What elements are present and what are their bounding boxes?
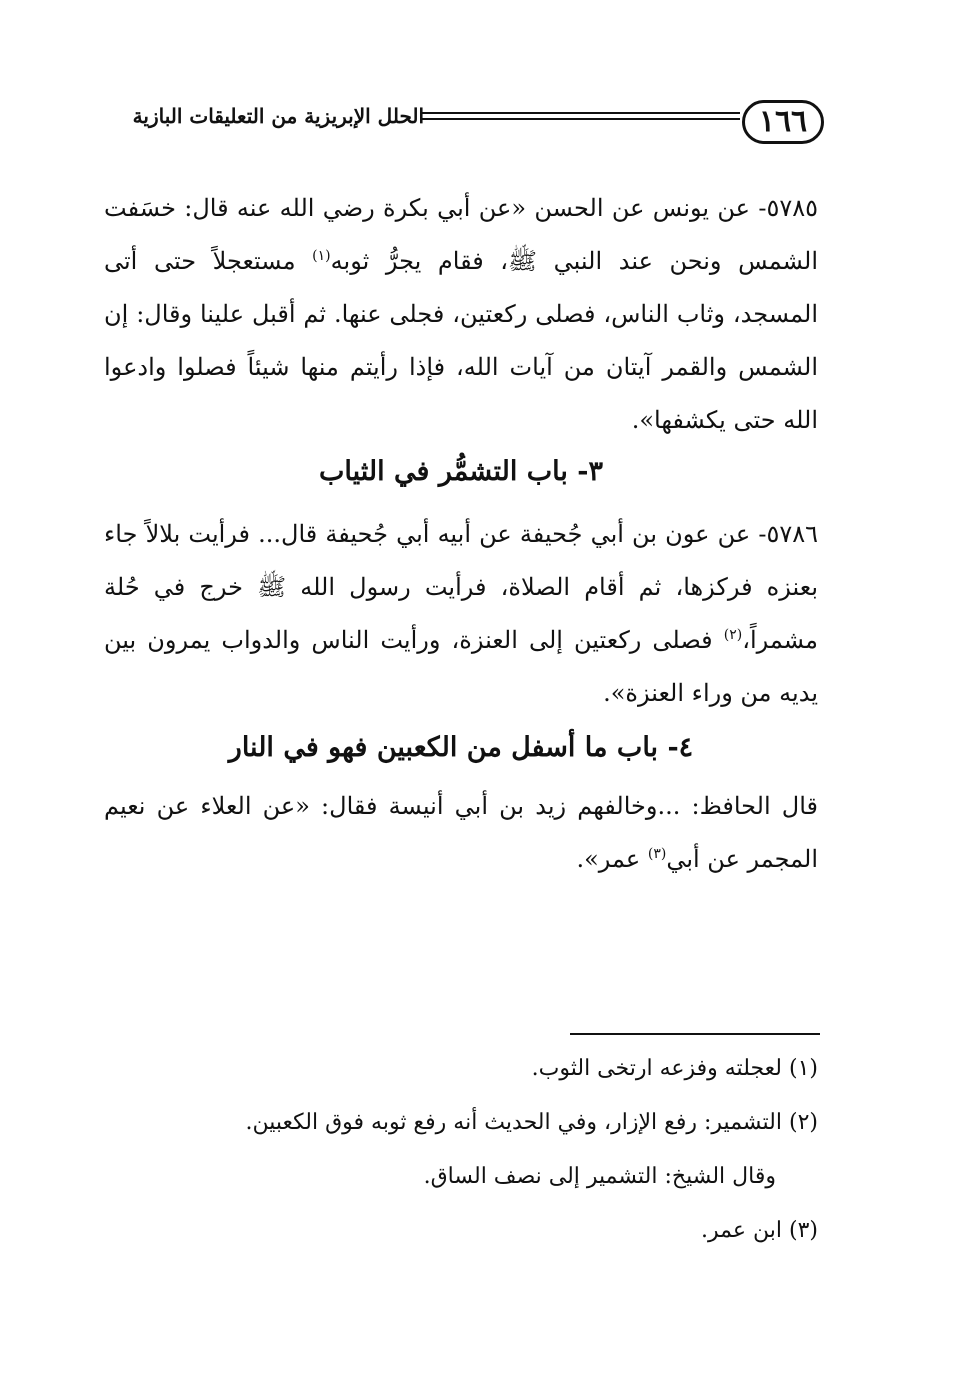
footnote-2-continued: وقال الشيخ: التشمير إلى نصف الساق. xyxy=(423,1164,776,1189)
header-rule xyxy=(420,112,740,120)
page-number: ١٦٦ xyxy=(742,100,824,144)
hadith-5785-text-b: مستعجلاً حتى أتى المسجد، وثاب الناس، فصلى ركعتين، فجلى عنها. ثم أقبل علينا وقال: إن الشمس والقمر آيتان من آيات الله، فإذا رأيتم منها شيئاً فصلوا وادعوا الله حتى يكشفها». xyxy=(104,247,818,434)
footnote-ref-3[interactable]: (٣) xyxy=(647,846,667,862)
footnote-1: (١) لعجلته وفزعه ارتخى الثوب. xyxy=(531,1056,818,1081)
hadith-5785 xyxy=(104,182,818,447)
footnote-ref-2[interactable]: (٢) xyxy=(723,627,743,643)
hadith-5785-text-a: ٥٧٨٥- عن يونس عن الحسن «عن أبي بكرة رضي الله عنه قال: خسَفت الشمس ونحن عند النبي ﷺ، فقام يجرُّ ثوبه xyxy=(104,194,818,275)
chapter-heading-4: ٤- باب ما أسفل من الكعبين فهو في النار xyxy=(228,732,694,763)
hafiz-note xyxy=(104,780,818,886)
chapter-heading-3: ٣- باب التشمُّر في الثياب xyxy=(318,456,604,487)
footnote-2: (٢) التشمير: رفع الإزار، وفي الحديث أنه رفع ثوبه فوق الكعبين. xyxy=(245,1110,818,1135)
footnote-separator xyxy=(570,1033,820,1035)
book-title: الحلل الإبريزية من التعليقات البازية xyxy=(132,104,424,128)
footnote-3: (٣) ابن عمر. xyxy=(701,1218,818,1243)
footnotes xyxy=(104,1042,818,1258)
page-header xyxy=(104,100,824,150)
hafiz-note-text-a: قال الحافظ: ...وخالفهم زيد بن أبي أنيسة فقال: «عن العلاء عن نعيم المجمر عن أبي xyxy=(104,792,818,873)
hadith-5786 xyxy=(104,508,818,720)
footnote-ref-1[interactable]: (١) xyxy=(312,248,331,264)
hafiz-note-text-b: عمر». xyxy=(576,845,648,873)
hadith-5786-text-b: فصلى ركعتين إلى العنزة، ورأيت الناس والدواب يمرون بين يديه من وراء العنزة». xyxy=(104,626,818,707)
hadith-5786-text-a: ٥٧٨٦- عن عون بن أبي جُحيفة عن أبيه أبي جُحيفة قال... فرأيت بلالاً جاء بعنزه فركزها، ثم أقام الصلاة، فرأيت رسول الله ﷺ خرج في حُلة مشمراً، xyxy=(104,520,818,654)
